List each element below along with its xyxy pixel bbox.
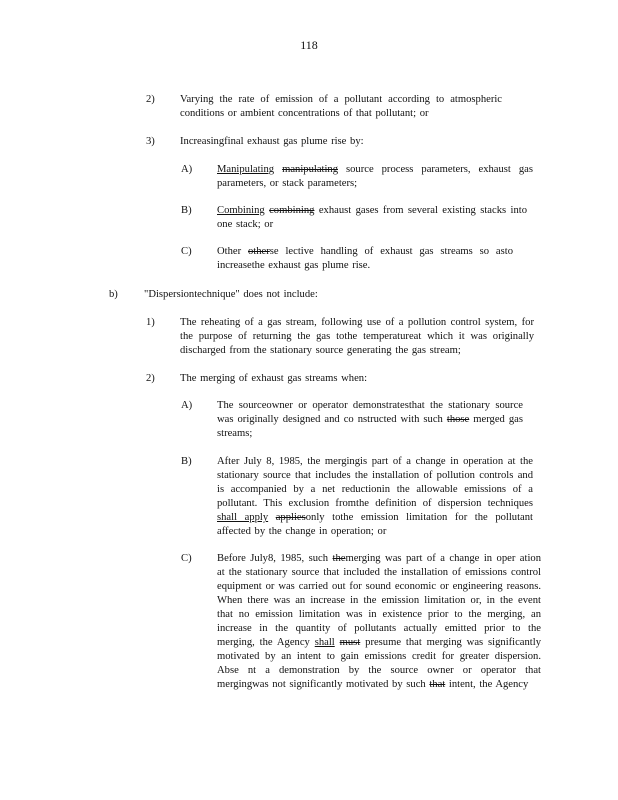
- inserted-text: shall apply: [217, 512, 269, 523]
- deleted-text: other: [248, 246, 270, 257]
- item-label: B): [181, 205, 192, 216]
- inserted-text: Manipulating: [217, 164, 275, 175]
- deleted-text: combining: [269, 205, 315, 216]
- item-text: The merging of exhaust gas streams when:: [180, 373, 368, 384]
- item-text: [217, 455, 533, 539]
- item-text: [217, 163, 533, 191]
- deleted-text: applies: [275, 512, 306, 523]
- item-label: C): [181, 553, 192, 564]
- body-text: presume that merging was significantly motivated by an intent to gain emissions credit for greater dispersion. Abse nt a demonstration by the source owner or operator that mergingwas not significantly motivated by such: [217, 637, 541, 690]
- item-text: [217, 552, 541, 692]
- body-text: After July 8, 1985, the mergingis part of a change in operation at the stationary source that includes the installation of pollution controls and is accompanied by a net reductionin the allowable emissions of a pollutant. This exclusion fromthe definition of dispersion techniques: [217, 456, 533, 509]
- item-label: b): [109, 289, 118, 300]
- item-text: Increasingfinal exhaust gas plume rise by:: [180, 136, 364, 147]
- body-text: only tothe emission limitation for the pollutant affected by the change in operation; or: [217, 512, 533, 537]
- item-text: [217, 245, 513, 273]
- body-text: exhaust gases from several existing stacks into one stack; or: [217, 205, 528, 230]
- body-text: source process parameters, exhaust gas parameters, or stack parameters;: [217, 164, 533, 189]
- body-text: se lective handling of exhaust gas streams so asto increasethe exhaust gas plume rise.: [217, 246, 513, 271]
- deleted-text: the: [332, 553, 346, 564]
- item-label: 3): [146, 136, 155, 147]
- page-number: 118: [300, 38, 318, 52]
- body-text: merging was part of a change in oper ation at the stationary source that included the installation of emissions control equipment or was carried out for sound economic or engineering reasons. When there was an increase in the emission limitation or, in the event that no emission limitation was in existence prior to the merging, an increase in the quantity of pollutants actually emitted prior to the merging, the Agency: [217, 553, 541, 648]
- body-text: Before July8, 1985, such: [217, 553, 329, 564]
- body-text: intent, the Agency: [448, 679, 529, 690]
- deleted-text: that: [429, 679, 446, 690]
- item-text: Varying the rate of emission of a pollutant according to atmospheric conditions or ambient concentrations of that pollutant; or: [180, 94, 502, 119]
- deleted-text: must: [339, 637, 361, 648]
- item-text: "Dispersiontechnique" does not include:: [144, 289, 318, 300]
- item-label: 2): [146, 373, 155, 384]
- deleted-text: those: [446, 414, 470, 425]
- item-label: A): [181, 400, 193, 411]
- item-label: A): [181, 164, 193, 175]
- deleted-text: manipulating: [282, 164, 338, 175]
- inserted-text: Combining: [217, 205, 265, 216]
- item-label: 1): [146, 317, 155, 328]
- inserted-text: shall: [314, 637, 335, 648]
- item-label: C): [181, 246, 192, 257]
- body-text: The sourceowner or operator demonstratesthat the stationary source was originally designed and co nstructed with such: [217, 400, 523, 425]
- item-text: [217, 204, 527, 232]
- body-text: Other: [217, 246, 242, 257]
- item-text: [217, 399, 523, 441]
- item-label: B): [181, 456, 192, 467]
- body-text: merged gas streams;: [217, 414, 523, 439]
- item-text: The reheating of a gas stream, following use of a pollution control system, for the purpose of returning the gas tothe temperatureat which it was originally discharged from the stationary source generating the gas stream;: [180, 317, 534, 356]
- item-label: 2): [146, 94, 155, 105]
